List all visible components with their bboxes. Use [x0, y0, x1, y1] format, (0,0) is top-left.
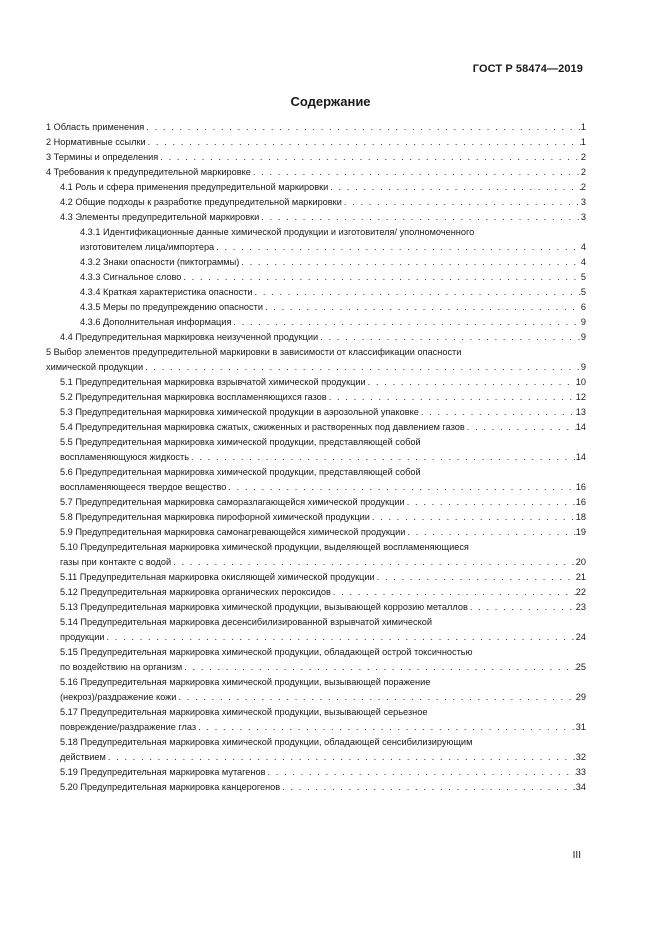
toc-page-number: 13 — [575, 407, 586, 417]
toc-entry-title: (некроз)/раздражение кожи — [60, 692, 177, 702]
toc-entry-title-line: 4.3.1 Идентификационные данные химической продукции и изготовителя/ уполномоченного — [80, 227, 475, 237]
toc-page-number: 6 — [580, 302, 586, 312]
toc-entry-title: 1 Область применения — [46, 122, 145, 132]
toc-entry[interactable] — [60, 466, 586, 493]
dot-leader — [407, 526, 575, 538]
toc-entry[interactable] — [80, 226, 586, 253]
toc-page-number: 5 — [580, 287, 586, 297]
table-of-contents — [0, 121, 661, 796]
toc-entry-title-line: 5.17 Предупредительная маркировка химической продукции, вызывающей серьезное — [60, 707, 428, 717]
toc-page-number: 1 — [580, 122, 586, 132]
toc-entry-title-line: 5.16 Предупредительная маркировка химической продукции, вызывающей поражение — [60, 677, 431, 687]
dot-leader — [183, 271, 581, 283]
toc-entry[interactable] — [60, 646, 586, 673]
toc-entry-title: 5.8 Предупредительная маркировка пирофорной химической продукции — [60, 512, 370, 522]
dot-leader — [407, 496, 576, 508]
toc-entry[interactable] — [60, 496, 586, 508]
toc-entry-title: повреждение/раздражение глаз — [60, 722, 197, 732]
toc-entry-title: изготовителем лица/импортера — [80, 242, 215, 252]
toc-entry[interactable] — [60, 676, 586, 703]
toc-entry-title: воспламеняющуюся жидкость — [60, 452, 190, 462]
toc-entry[interactable] — [60, 391, 586, 403]
dot-leader — [178, 691, 575, 703]
toc-entry-title: 4.3 Элементы предупредительной маркировки — [60, 212, 260, 222]
dot-leader — [184, 661, 576, 673]
dot-leader — [330, 181, 581, 193]
toc-entry-title: 5.19 Предупредительная маркировка мутагенов — [60, 767, 266, 777]
dot-leader — [108, 751, 576, 763]
toc-entry-title: 4.4 Предупредительная маркировка неизученной продукции — [60, 332, 319, 342]
toc-entry[interactable] — [60, 436, 586, 463]
toc-page-number: 16 — [575, 497, 586, 507]
toc-entry[interactable] — [80, 256, 586, 268]
dot-leader — [333, 586, 576, 598]
toc-entry[interactable] — [80, 301, 586, 313]
toc-entry-title: 5.12 Предупредительная маркировка органических пероксидов — [60, 587, 331, 597]
dot-leader — [198, 721, 576, 733]
toc-page-number: 21 — [575, 572, 586, 582]
toc-entry-title: 4.3.2 Знаки опасности (пиктограммы) — [80, 257, 240, 267]
toc-entry[interactable] — [60, 706, 586, 733]
toc-entry-title: по воздействию на организм — [60, 662, 183, 672]
toc-page-number: 4 — [580, 242, 586, 252]
toc-entry-title: 4 Требования к предупредительной маркировке — [46, 167, 251, 177]
toc-entry-title: 5.20 Предупредительная маркировка канцерогенов — [60, 782, 281, 792]
toc-page-number: 34 — [575, 782, 586, 792]
dot-leader — [241, 256, 581, 268]
toc-entry-title: 5.7 Предупредительная маркировка саморазлагающейся химической продукции — [60, 497, 405, 507]
toc-entry-title: 4.3.3 Сигнальное слово — [80, 272, 182, 282]
dot-leader — [253, 166, 581, 178]
dot-leader — [146, 121, 581, 133]
toc-page-number: 2 — [580, 152, 586, 162]
toc-entry-title: 5.4 Предупредительная маркировка сжатых, сжиженных и растворенных под давлением газов — [60, 422, 465, 432]
toc-entry-title: 5.2 Предупредительная маркировка воспламеняющихся газов — [60, 392, 327, 402]
dot-leader — [368, 376, 576, 388]
toc-entry[interactable] — [46, 166, 586, 178]
toc-entry[interactable] — [60, 211, 586, 223]
toc-page-number: 29 — [575, 692, 586, 702]
toc-entry-title: 5.11 Предупредительная маркировка окисляющей химической продукции — [60, 572, 375, 582]
toc-entry[interactable] — [80, 286, 586, 298]
toc-page-number: 10 — [575, 377, 586, 387]
toc-page-number: 23 — [575, 602, 586, 612]
toc-entry-title: воспламеняющееся твердое вещество — [60, 482, 227, 492]
dot-leader — [255, 286, 581, 298]
toc-title: Содержание — [290, 94, 371, 109]
toc-entry-title-line: 5.14 Предупредительная маркировка десенсибилизированной взрывчатой химической — [60, 617, 432, 627]
toc-entry-title: 5.3 Предупредительная маркировка химической продукции в аэрозольной упаковке — [60, 407, 419, 417]
dot-leader — [107, 631, 576, 643]
toc-entry[interactable] — [60, 781, 586, 793]
dot-leader — [377, 571, 576, 583]
toc-entry-title: 3 Термины и определения — [46, 152, 159, 162]
toc-entry-title: 4.2 Общие подходы к разработке предупредительной маркировки — [60, 197, 342, 207]
toc-entry-title: газы при контакте с водой — [60, 557, 172, 567]
toc-entry[interactable] — [60, 601, 586, 613]
dot-leader — [467, 421, 576, 433]
toc-entry[interactable] — [60, 331, 586, 343]
toc-page-number: 9 — [580, 317, 586, 327]
toc-entry[interactable] — [60, 511, 586, 523]
toc-page-number: 14 — [575, 452, 586, 462]
toc-entry[interactable] — [60, 616, 586, 643]
dot-leader — [233, 316, 580, 328]
dot-leader — [282, 781, 576, 793]
toc-entry[interactable] — [60, 196, 586, 208]
dot-leader — [228, 481, 575, 493]
dot-leader — [421, 406, 576, 418]
toc-page-number: 18 — [575, 512, 586, 522]
toc-entry-title-line: 5.15 Предупредительная маркировка химической продукции, обладающей острой токсичностью — [60, 647, 473, 657]
dot-leader — [160, 151, 581, 163]
toc-entry[interactable] — [46, 136, 586, 148]
dot-leader — [267, 766, 575, 778]
toc-entry[interactable] — [46, 346, 586, 373]
toc-entry[interactable] — [60, 421, 586, 433]
toc-page-number: 22 — [575, 587, 586, 597]
toc-entry[interactable] — [80, 271, 586, 283]
toc-entry[interactable] — [60, 376, 586, 388]
dot-leader — [173, 556, 576, 568]
dot-leader — [145, 361, 581, 373]
toc-page-number: 24 — [575, 632, 586, 642]
toc-entry[interactable] — [60, 571, 586, 583]
toc-entry-title: 4.3.5 Меры по предупреждению опасности — [80, 302, 263, 312]
toc-entry[interactable] — [60, 586, 586, 598]
toc-entry-title: 4.3.6 Дополнительная информация — [80, 317, 232, 327]
document-code: ГОСТ Р 58474—2019 — [472, 63, 583, 75]
toc-entry[interactable] — [60, 181, 586, 193]
toc-entry[interactable] — [46, 151, 586, 163]
toc-entry-title: действием — [60, 752, 106, 762]
toc-page-number: 12 — [575, 392, 586, 402]
toc-entry-title: 5.1 Предупредительная маркировка взрывчатой химической продукции — [60, 377, 366, 387]
toc-entry-title-line: 5.6 Предупредительная маркировка химической продукции, представляющей собой — [60, 467, 421, 477]
dot-leader — [265, 301, 581, 313]
toc-entry-title: 4.1 Роль и сфера применения предупредительной маркировки — [60, 182, 329, 192]
toc-entry[interactable] — [60, 766, 586, 778]
toc-page-number: 16 — [575, 482, 586, 492]
dot-leader — [216, 241, 581, 253]
dot-leader — [261, 211, 581, 223]
toc-page-number: 5 — [580, 272, 586, 282]
toc-entry-title: 4.3.4 Краткая характеристика опасности — [80, 287, 253, 297]
dot-leader — [470, 601, 576, 613]
toc-entry-title-line: 5.18 Предупредительная маркировка химической продукции, обладающей сенсибилизирующим — [60, 737, 473, 747]
toc-entry[interactable] — [60, 406, 586, 418]
toc-page-number: 33 — [575, 767, 586, 777]
toc-page-number: 9 — [580, 362, 586, 372]
toc-page-number: 3 — [580, 212, 586, 222]
dot-leader — [320, 331, 581, 343]
toc-entry-title: 5.13 Предупредительная маркировка химической продукции, вызывающей коррозию металлов — [60, 602, 468, 612]
toc-page-number: 4 — [580, 257, 586, 267]
toc-page-number: 2 — [580, 167, 586, 177]
toc-entry-title: 2 Нормативные ссылки — [46, 137, 146, 147]
toc-page-number: 31 — [575, 722, 586, 732]
dot-leader — [191, 451, 576, 463]
toc-page-number: 3 — [580, 197, 586, 207]
toc-entry-title-line: 5.5 Предупредительная маркировка химической продукции, представляющей собой — [60, 437, 421, 447]
dot-leader — [148, 136, 581, 148]
toc-page-number: 9 — [580, 332, 586, 342]
toc-page-number: 14 — [575, 422, 586, 432]
toc-entry[interactable] — [60, 541, 586, 568]
toc-entry[interactable] — [80, 316, 586, 328]
toc-entry-title-line: 5 Выбор элементов предупредительной маркировки в зависимости от классификации опасности — [46, 347, 462, 357]
dot-leader — [329, 391, 576, 403]
dot-leader — [344, 196, 581, 208]
page-number: III — [572, 850, 581, 861]
toc-entry[interactable] — [60, 736, 586, 763]
toc-entry[interactable] — [60, 526, 586, 538]
toc-entry-title: химической продукции — [46, 362, 144, 372]
toc-page-number: 2 — [580, 182, 586, 192]
toc-page-number: 25 — [575, 662, 586, 672]
toc-entry-title: 5.9 Предупредительная маркировка самонагревающейся химической продукции — [60, 527, 406, 537]
toc-page-number: 32 — [575, 752, 586, 762]
toc-entry-title-line: 5.10 Предупредительная маркировка химической продукции, выделяющей воспламеняющиеся — [60, 542, 469, 552]
toc-page-number: 20 — [575, 557, 586, 567]
toc-page-number: 19 — [575, 527, 586, 537]
dot-leader — [372, 511, 576, 523]
toc-entry[interactable] — [46, 121, 586, 133]
toc-entry-title: продукции — [60, 632, 105, 642]
toc-page-number: 1 — [580, 137, 586, 147]
